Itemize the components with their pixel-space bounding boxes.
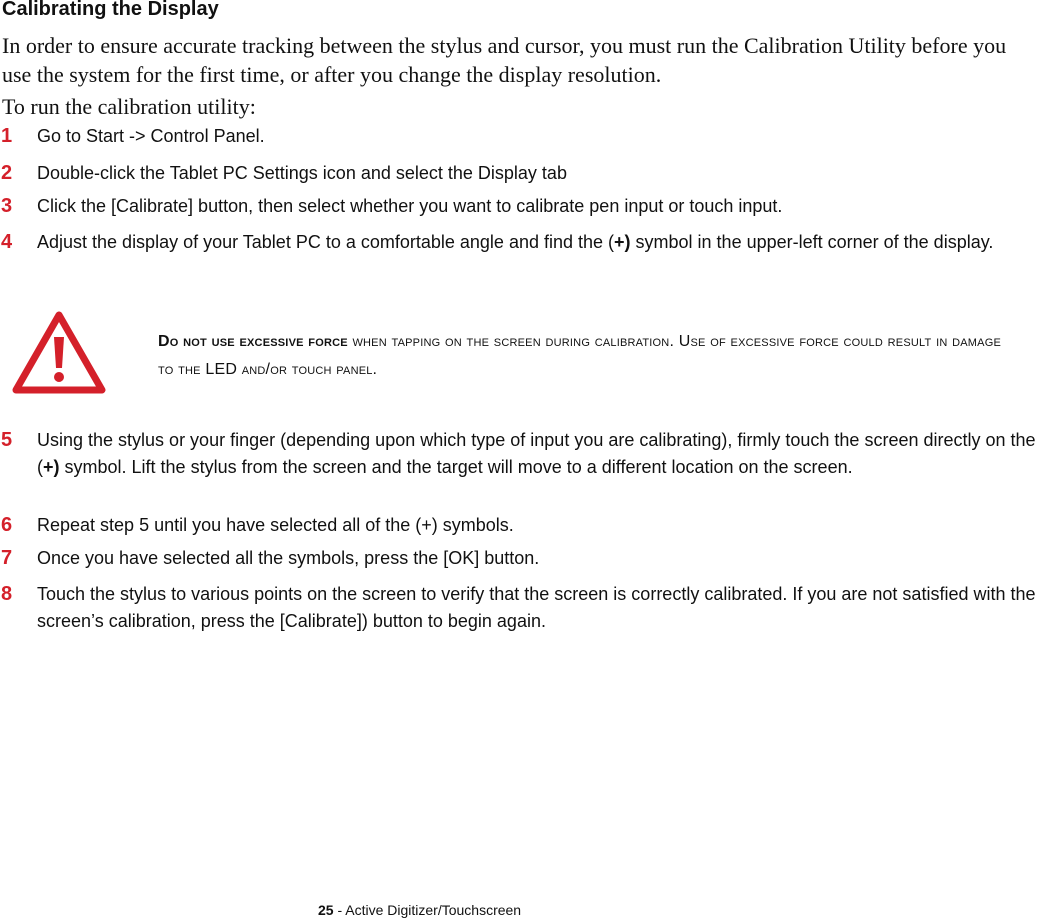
step-text: Repeat step 5 until you have selected all of the (+) symbols. xyxy=(37,515,514,535)
step-text: Go to Start -> Control Panel. xyxy=(37,126,265,146)
step-text: Touch the stylus to various points on the screen to verify that the screen is correctly calibrated. If you are not satisfied with the screen’s calibration, press the [Calibrate]) button to begin again. xyxy=(37,584,1036,631)
step-text: Double-click the Tablet PC Settings icon and select the Display tab xyxy=(37,163,567,183)
step-number: 2 xyxy=(1,162,13,184)
intro-paragraph: In order to ensure accurate tracking between the stylus and cursor, you must run the Calibration Utility before you use the system for the first time, or after you change the display resolution. xyxy=(2,33,1007,87)
warning-text: Do not use excessive force when tapping on the screen during calibration. Use of excessive force could result in damage to the LED and/or touch panel. xyxy=(158,333,1001,378)
step-number: 8 xyxy=(1,583,13,605)
step-number: 6 xyxy=(1,514,13,536)
footer-section-title: - Active Digitizer/Touchscreen xyxy=(333,902,522,918)
warning-callout xyxy=(0,308,1040,404)
step-text: Once you have selected all the symbols, press the [OK] button. xyxy=(37,548,540,568)
step-number: 3 xyxy=(1,195,13,217)
step-text: Using the stylus or your finger (depending upon which type of input you are calibrating), firmly touch the screen directly on the (+) symbol. Lift the stylus from the screen and the target will move to a different location on the screen. xyxy=(37,430,1036,477)
step-text: Click the [Calibrate] button, then select whether you want to calibrate pen input or touch input. xyxy=(37,196,783,216)
step-number: 4 xyxy=(1,231,13,253)
step-number: 1 xyxy=(1,125,13,147)
step-number: 5 xyxy=(1,429,13,451)
step-number: 7 xyxy=(1,547,13,569)
step-text: Adjust the display of your Tablet PC to a comfortable angle and find the (+) symbol in the upper-left corner of the display. xyxy=(37,232,994,252)
page-footer xyxy=(318,902,521,918)
section-heading: Calibrating the Display xyxy=(2,0,219,20)
warning-icon xyxy=(12,310,106,396)
page-number: 25 xyxy=(318,902,334,918)
instructions-lead: To run the calibration utility: xyxy=(2,94,256,119)
